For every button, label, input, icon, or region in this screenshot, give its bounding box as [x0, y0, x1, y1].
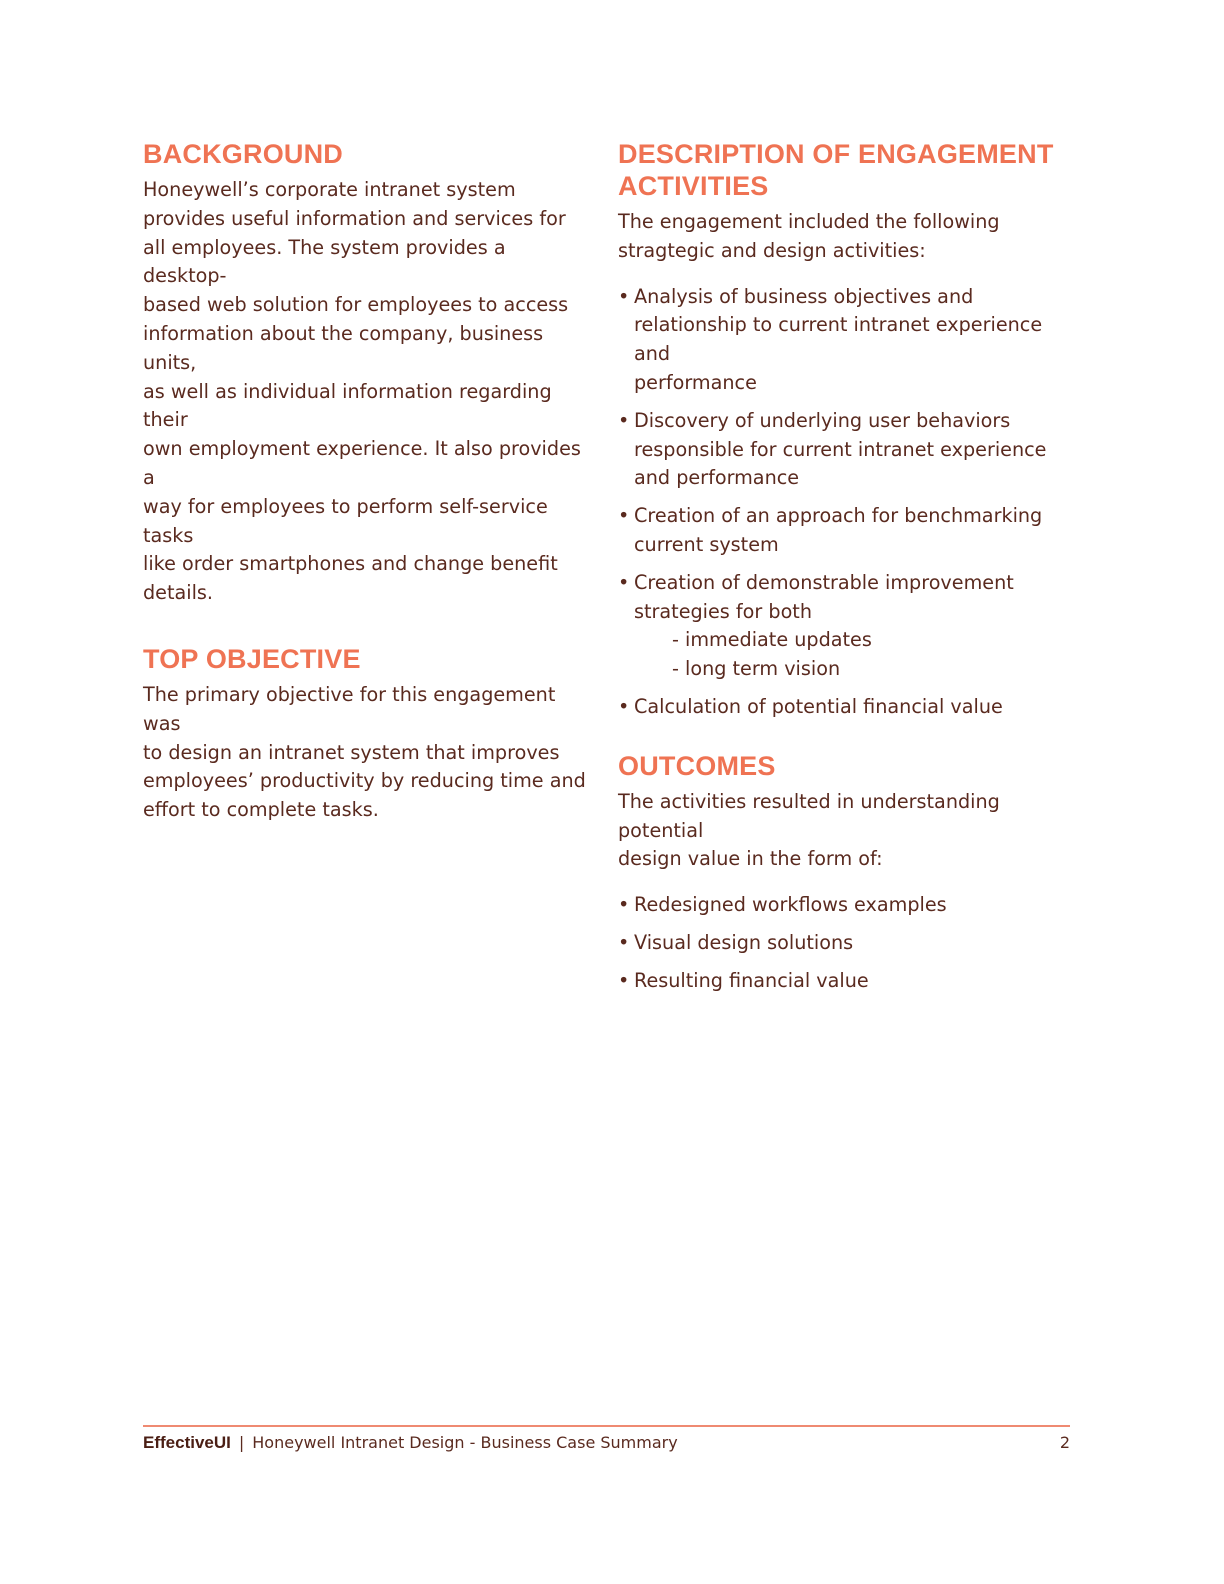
background-section — [143, 138, 593, 608]
list-item-line: Creation of an approach for benchmarking — [634, 504, 1043, 528]
background-paragraph — [143, 176, 593, 608]
background-line: own employment experience. It also provides a — [143, 437, 581, 489]
outcomes-intro-line: design value in the form of: — [618, 847, 883, 871]
page-number: 2 — [1059, 1433, 1070, 1452]
outcomes-section — [618, 750, 1078, 996]
left-column — [143, 138, 593, 860]
list-item — [618, 569, 1078, 684]
right-column — [618, 138, 1078, 1031]
footer-document-title: Honeywell Intranet Design - Business Case Summary — [252, 1433, 678, 1452]
background-line: like order smartphones and change benefit — [143, 552, 558, 576]
outcomes-intro — [618, 788, 1078, 874]
top-objective-heading: TOP OBJECTIVE — [143, 643, 361, 674]
list-item-line: relationship to current intranet experience and — [634, 313, 1043, 366]
list-item: • Redesigned workflows examples — [618, 891, 1078, 920]
engagement-heading — [618, 138, 1078, 202]
footer-brand: EffectiveUI — [143, 1433, 231, 1452]
engagement-section — [618, 138, 1078, 722]
footer-separator: | — [238, 1433, 245, 1452]
engagement-heading-line: ACTIVITIES — [618, 171, 769, 201]
background-line: Honeywell’s corporate intranet system — [143, 178, 516, 201]
background-line: based web solution for employees to access — [143, 293, 569, 317]
list-item-line: and performance — [634, 466, 800, 490]
background-line: information about the company, business units, — [143, 321, 544, 374]
list-item: • Resulting financial value — [618, 967, 1078, 996]
outcomes-list — [618, 891, 1078, 995]
background-line: all employees. The system provides a desktop- — [143, 235, 506, 288]
engagement-intro — [618, 208, 1078, 266]
engagement-heading-line: DESCRIPTION OF ENGAGEMENT — [618, 139, 1054, 169]
sub-list — [634, 626, 1078, 684]
list-item-line: performance — [634, 370, 757, 394]
list-item — [618, 407, 1078, 493]
top-objective-line: to design an intranet system that improves — [143, 740, 560, 764]
top-objective-line: employees’ productivity by reducing time and — [143, 769, 586, 793]
list-item-line: Calculation of potential financial value — [634, 694, 1003, 718]
background-line: details. — [143, 581, 214, 605]
list-item: • Visual design solutions — [618, 929, 1078, 958]
list-item-line: strategies for both — [634, 599, 812, 623]
engagement-activity-list — [618, 283, 1078, 722]
background-line: as well as individual information regarding their — [143, 379, 552, 432]
list-item — [618, 693, 1078, 722]
background-line: way for employees to perform self-service tasks — [143, 494, 548, 547]
background-heading: BACKGROUND — [143, 139, 343, 169]
list-item-line: Creation of demonstrable improvement — [634, 570, 1014, 594]
list-item-line: Analysis of business objectives and — [634, 284, 974, 308]
list-item — [618, 502, 1078, 560]
footer-divider — [143, 1425, 1070, 1427]
engagement-intro-line: The engagement included the following — [618, 210, 1000, 233]
top-objective-paragraph — [143, 681, 593, 825]
engagement-intro-line: stragtegic and design activities: — [618, 238, 926, 262]
outcomes-intro-line: The activities resulted in understanding potential — [618, 789, 1000, 842]
outcomes-heading: OUTCOMES — [618, 750, 776, 781]
page-footer — [143, 1432, 1070, 1454]
sub-list-item: - long term vision — [672, 657, 841, 681]
background-line: provides useful information and services for — [143, 206, 566, 230]
list-item — [618, 283, 1078, 398]
top-objective-section — [143, 643, 593, 825]
list-item-line: responsible for current intranet experience — [634, 437, 1047, 461]
list-item-line: Discovery of underlying user behaviors — [634, 408, 1011, 432]
top-objective-line: The primary objective for this engagement was — [143, 682, 556, 735]
sub-list-item: - immediate updates — [672, 628, 872, 652]
list-item-line: current system — [634, 532, 779, 556]
top-objective-line: effort to complete tasks. — [143, 798, 379, 822]
